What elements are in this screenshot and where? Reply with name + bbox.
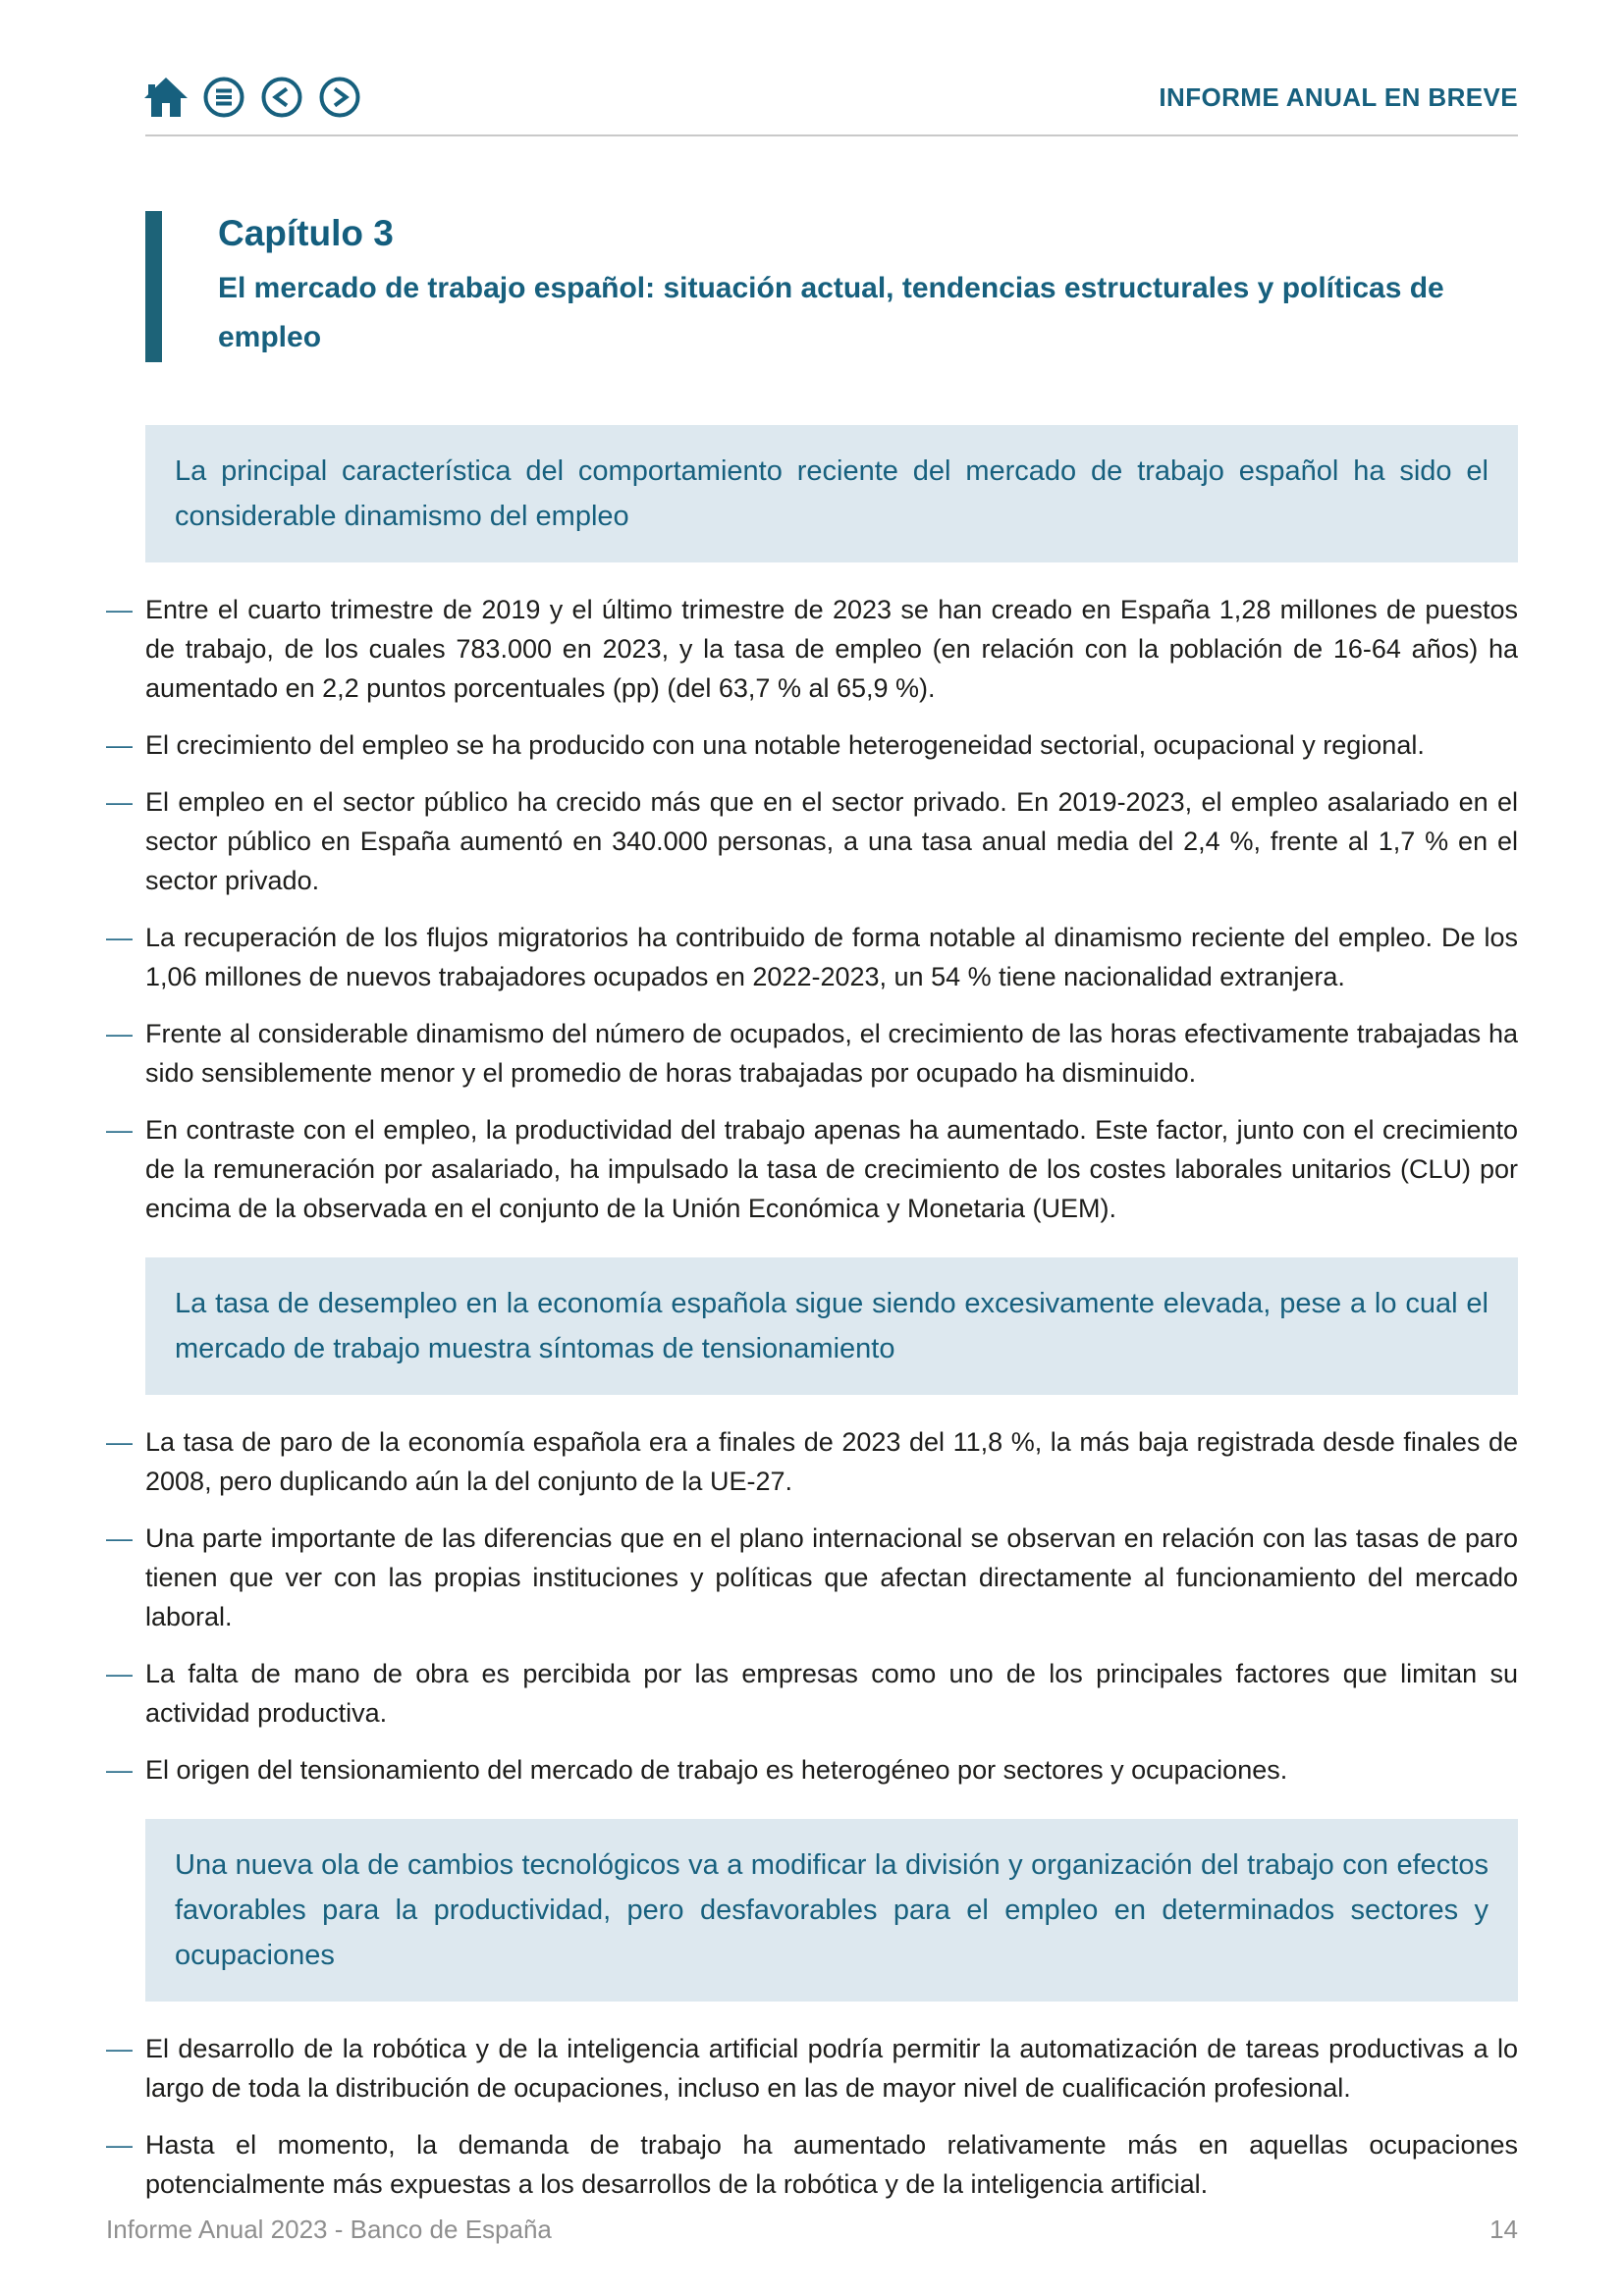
menu-button[interactable]	[203, 77, 244, 118]
previous-page-button[interactable]	[261, 77, 302, 118]
chapter-number: Capítulo 3	[218, 213, 394, 253]
report-section	[106, 425, 1518, 1228]
bullet-text: Una parte importante de las diferencias que en el plano internacional se observan en relación con las tasas de paro tienen que ver con las propias instituciones y políticas que afectan directamente al funcionamiento del mercado laboral.	[145, 1523, 1518, 1631]
bullet-text: El crecimiento del empleo se ha producido con una notable heterogeneidad sectorial, ocupacional y regional.	[145, 730, 1425, 760]
bullet-list	[106, 2029, 1518, 2204]
navigation-toolbar	[145, 77, 360, 118]
bullet-dash-icon: —	[106, 2130, 133, 2160]
footer-document-title: Informe Anual 2023 - Banco de España	[106, 2215, 552, 2244]
bullet-text: La recuperación de los flujos migratorios ha contribuido de forma notable al dinamismo reciente del empleo. De los 1,06 millones de nuevos trabajadores ocupados en 2022-2023, un 54 % tiene nacionalidad extranjera.	[145, 923, 1518, 991]
bullet-item	[106, 725, 1518, 765]
bullet-text: El desarrollo de la robótica y de la inteligencia artificial podría permitir la automatización de tareas productivas a lo largo de toda la distribución de ocupaciones, incluso en las de mayor nivel de cualificación profesional.	[145, 2034, 1518, 2103]
bullet-item	[106, 1654, 1518, 1733]
bullet-text: La tasa de paro de la economía española era a finales de 2023 del 11,8 %, la más baja registrada desde finales de 2008, pero duplicando aún la del conjunto de la UE-27.	[145, 1427, 1518, 1496]
bullet-item	[106, 1110, 1518, 1228]
page-footer	[106, 2215, 1518, 2245]
header-divider	[145, 134, 1518, 136]
report-section	[106, 1257, 1518, 1789]
report-section	[106, 1819, 1518, 2204]
bullet-dash-icon: —	[106, 1659, 133, 1688]
section-highlight: Una nueva ola de cambios tecnológicos va a modificar la división y organización del trabajo con efectos favorables para la productividad, pero desfavorables para el empleo en determinados sectores y ocupaciones	[145, 1819, 1518, 2002]
bullet-text: La falta de mano de obra es percibida por las empresas como uno de los principales factores que limitan su actividad productiva.	[145, 1659, 1518, 1728]
section-highlight: La principal característica del comportamiento reciente del mercado de trabajo español ha sido el considerable dinamismo del empleo	[145, 425, 1518, 562]
bullet-text: En contraste con el empleo, la productividad del trabajo apenas ha aumentado. Este factor, junto con el crecimiento de la remuneración por asalariado, ha impulsado la tasa de crecimiento de los costes laborales unitarios (CLU) por encima de la observada en el conjunto de la Unión Económica y Monetaria (UEM).	[145, 1115, 1518, 1223]
bullet-dash-icon: —	[106, 1115, 133, 1145]
report-section-title: INFORME ANUAL EN BREVE	[1159, 81, 1518, 112]
bullet-item	[106, 1014, 1518, 1093]
bullet-dash-icon: —	[106, 787, 133, 817]
bullet-item	[106, 2125, 1518, 2204]
bullet-text: Frente al considerable dinamismo del número de ocupados, el crecimiento de las horas efectivamente trabajadas ha sido sensiblemente menor y el promedio de horas trabajadas por ocupado ha disminuido.	[145, 1019, 1518, 1088]
bullet-text: Hasta el momento, la demanda de trabajo ha aumentado relativamente más en aquellas ocupaciones potencialmente más expuestas a los desarrollos de la robótica y de la inteligencia artificial.	[145, 2130, 1518, 2199]
bullet-dash-icon: —	[106, 1523, 133, 1553]
bullet-item	[106, 1750, 1518, 1789]
next-page-button[interactable]	[319, 77, 360, 118]
bullet-item	[106, 2029, 1518, 2108]
bullet-item	[106, 1519, 1518, 1636]
bullet-dash-icon: —	[106, 730, 133, 760]
bullet-text: El empleo en el sector público ha crecido más que en el sector privado. En 2019-2023, el empleo asalariado en el sector público en España aumentó en 340.000 personas, a una tasa anual media del 2,4 %, frente al 1,7 % en el sector privado.	[145, 787, 1518, 895]
bullet-dash-icon: —	[106, 2034, 133, 2063]
bullet-list	[106, 590, 1518, 1228]
page-content	[106, 0, 1518, 2204]
menu-icon	[203, 77, 244, 118]
bullet-text: Entre el cuarto trimestre de 2019 y el último trimestre de 2023 se han creado en España 1,28 millones de puestos de trabajo, de los cuales 783.000 en 2023, y la tasa de empleo (en relación con la población de 16-64 años) ha aumentado en 2,2 puntos porcentuales (pp) (del 63,7 % al 65,9 %).	[145, 595, 1518, 703]
bullet-item	[106, 590, 1518, 708]
bullet-dash-icon: —	[106, 1755, 133, 1785]
bullet-dash-icon: —	[106, 923, 133, 952]
bullet-dash-icon: —	[106, 595, 133, 624]
bullet-list	[106, 1422, 1518, 1789]
previous-page-icon	[261, 77, 302, 118]
bullet-dash-icon: —	[106, 1427, 133, 1457]
chapter-heading	[145, 211, 1518, 362]
bullet-text: El origen del tensionamiento del mercado de trabajo es heterogéneo por sectores y ocupaciones.	[145, 1755, 1288, 1785]
chapter-title: El mercado de trabajo español: situación actual, tendencias estructurales y políticas de empleo	[218, 272, 1444, 353]
section-highlight: La tasa de desempleo en la economía española sigue siendo excesivamente elevada, pese a lo cual el mercado de trabajo muestra síntomas de tensionamiento	[145, 1257, 1518, 1395]
home-button[interactable]	[145, 77, 187, 118]
next-page-icon	[319, 77, 360, 118]
bullet-item	[106, 1422, 1518, 1501]
home-icon	[144, 77, 188, 118]
bullet-item	[106, 782, 1518, 900]
header	[145, 0, 1518, 120]
bullet-dash-icon: —	[106, 1019, 133, 1048]
sections	[106, 425, 1518, 2204]
footer-page-number: 14	[1489, 2215, 1518, 2244]
bullet-item	[106, 918, 1518, 996]
